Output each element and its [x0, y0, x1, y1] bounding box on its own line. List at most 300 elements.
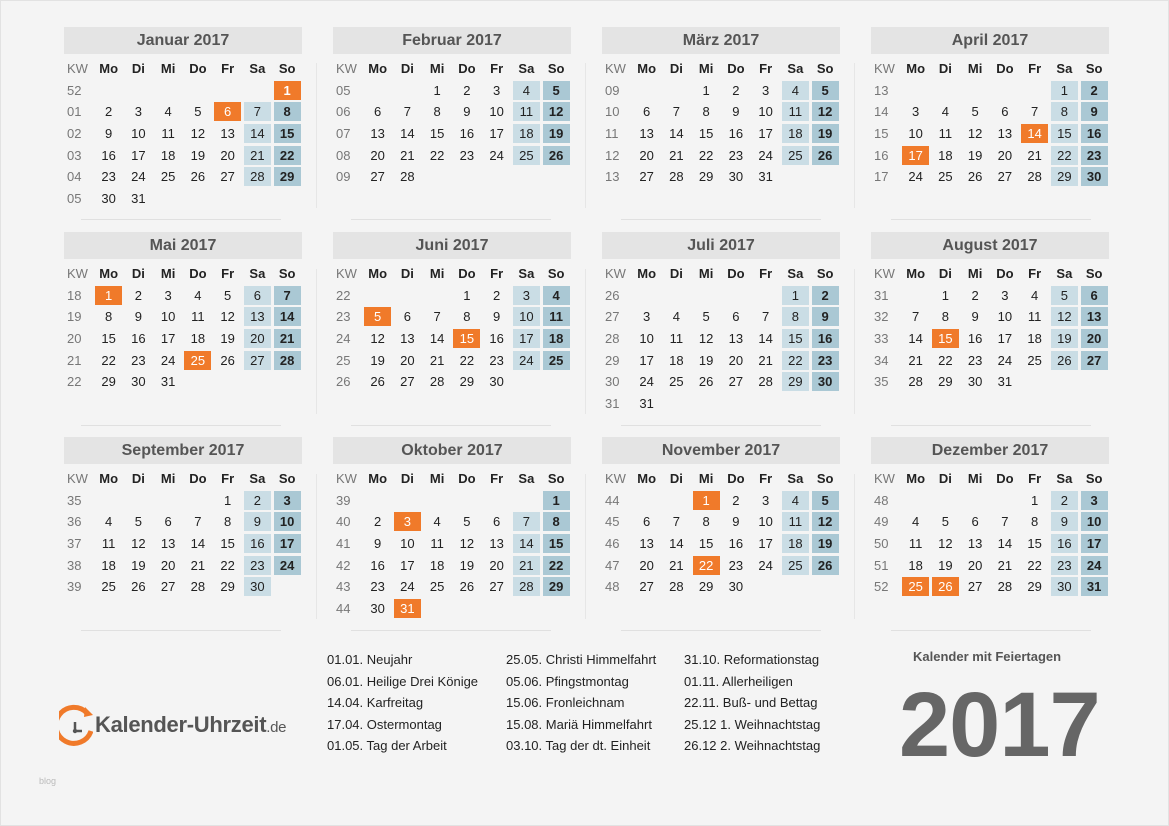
divider [621, 630, 821, 631]
day-cell [931, 80, 961, 102]
day-cell [662, 285, 692, 307]
day-number: 19 [543, 124, 570, 143]
day-cell [512, 371, 542, 393]
day-number: 8 [543, 512, 570, 531]
week-number-header: KW [605, 61, 626, 77]
day-cell [721, 80, 751, 102]
week-row [333, 285, 571, 307]
day-number: 6 [643, 104, 651, 120]
day-cell [781, 144, 811, 166]
day-cell [960, 80, 990, 102]
month-block [64, 437, 302, 598]
week-number-header: KW [336, 61, 357, 77]
day-cell [1079, 349, 1109, 371]
weekday-header: So [1085, 61, 1103, 77]
day-cell [751, 371, 781, 393]
day-cell [243, 511, 273, 533]
day-cell [1050, 349, 1080, 371]
day-number: 23 [1051, 556, 1078, 575]
weekday-header: Di [669, 266, 683, 282]
day-number: 12 [190, 126, 206, 142]
day-number: 5 [543, 81, 570, 100]
day-number: 6 [493, 514, 501, 530]
day-number: 18 [782, 534, 809, 553]
day-cell [393, 349, 423, 371]
day-cell [393, 306, 423, 328]
day-number: 24 [1081, 556, 1108, 575]
day-number: 9 [374, 536, 382, 552]
week-number-header: KW [336, 471, 357, 487]
week-number: 37 [67, 536, 82, 552]
day-cell [422, 490, 452, 512]
day-number: 16 [1081, 124, 1108, 143]
day-number: 25 [902, 577, 929, 596]
divider [585, 269, 586, 414]
month-title: August 2017 [871, 232, 1109, 259]
day-number: 29 [459, 374, 475, 390]
day-cell [901, 349, 931, 371]
day-cell [781, 285, 811, 307]
day-cell [153, 511, 183, 533]
week-row [64, 188, 302, 210]
day-cell [422, 598, 452, 620]
day-cell [1079, 101, 1109, 123]
day-cell [94, 576, 124, 598]
week-number-header: KW [874, 266, 895, 282]
week-row [871, 285, 1109, 307]
day-number: 21 [513, 556, 540, 575]
day-cell [183, 188, 213, 210]
day-cell [632, 80, 662, 102]
day-cell [512, 80, 542, 102]
day-cell [512, 166, 542, 188]
day-number: 20 [639, 557, 654, 573]
day-number: 24 [489, 147, 504, 163]
weekday-header: Do [189, 61, 207, 77]
week-number: 43 [336, 579, 351, 595]
week-row [871, 328, 1109, 350]
day-number: 26 [220, 352, 235, 368]
day-number: 13 [639, 126, 654, 142]
day-cell [781, 306, 811, 328]
day-number: 30 [728, 579, 744, 595]
month-grid [602, 58, 840, 188]
day-number: 3 [134, 104, 142, 120]
week-number: 11 [605, 126, 619, 142]
day-number: 27 [1081, 351, 1108, 370]
day-cell [662, 306, 692, 328]
day-cell [990, 511, 1020, 533]
day-cell [512, 306, 542, 328]
day-cell [1020, 144, 1050, 166]
weekday-header: Fr [490, 61, 504, 77]
week-row [64, 80, 302, 102]
day-cell [541, 166, 571, 188]
day-cell [1079, 554, 1109, 576]
day-cell [482, 349, 512, 371]
day-cell [901, 306, 931, 328]
holiday-entry: 17.04. Ostermontag [327, 716, 442, 732]
day-number: 9 [493, 309, 501, 325]
week-number: 25 [336, 352, 351, 368]
day-cell [272, 328, 302, 350]
divider [351, 219, 551, 220]
month-grid [871, 58, 1109, 188]
month-block [602, 437, 840, 598]
day-cell [183, 511, 213, 533]
week-row [64, 123, 302, 145]
week-number-header: KW [605, 471, 626, 487]
day-cell [1050, 371, 1080, 393]
weekday-header: Mo [99, 266, 119, 282]
day-cell [272, 123, 302, 145]
day-number: 10 [131, 126, 146, 142]
holiday-entry: 22.11. Buß- und Bettag [684, 695, 818, 710]
day-cell [1079, 285, 1109, 307]
day-cell [153, 349, 183, 371]
day-number: 5 [702, 309, 710, 325]
week-number-header: KW [605, 266, 626, 282]
day-number: 26 [459, 579, 475, 595]
day-cell [393, 328, 423, 350]
day-number: 14 [429, 331, 445, 347]
weekday-header: Mo [368, 266, 388, 282]
day-number: 2 [971, 287, 979, 303]
day-number: 24 [908, 169, 923, 185]
weekday-header: Do [189, 266, 207, 282]
day-cell [243, 328, 273, 350]
day-cell [482, 80, 512, 102]
weekday-header: Fr [759, 266, 773, 282]
day-cell [721, 371, 751, 393]
day-cell [931, 576, 961, 598]
day-cell [691, 554, 721, 576]
day-cell [482, 576, 512, 598]
day-number: 31 [758, 169, 773, 185]
day-cell [810, 166, 840, 188]
day-cell [363, 349, 393, 371]
day-cell [512, 490, 542, 512]
day-cell [272, 576, 302, 598]
day-number: 16 [1051, 534, 1078, 553]
day-number: 22 [693, 556, 720, 575]
week-row [602, 101, 840, 123]
day-cell [1050, 554, 1080, 576]
weekday-header: Di [131, 61, 145, 77]
day-number: 11 [430, 536, 444, 552]
holiday-entry: 15.08. Mariä Himmelfahrt [506, 716, 652, 732]
day-number: 13 [160, 536, 176, 552]
day-number: 9 [812, 307, 839, 326]
day-cell [721, 101, 751, 123]
weekday-header-row [333, 58, 571, 80]
day-number: 18 [669, 352, 684, 368]
day-number: 23 [967, 352, 983, 368]
day-cell [662, 144, 692, 166]
weekday-header: So [816, 266, 834, 282]
day-number: 4 [543, 286, 570, 305]
day-cell [781, 554, 811, 576]
day-number: 10 [758, 514, 773, 530]
day-cell [363, 306, 393, 328]
day-cell [960, 554, 990, 576]
day-number: 25 [1027, 352, 1042, 368]
day-cell [1020, 371, 1050, 393]
day-number: 15 [932, 329, 959, 348]
week-row [602, 349, 840, 371]
day-number: 18 [101, 557, 116, 573]
day-number: 21 [429, 352, 445, 368]
day-number: 3 [1081, 491, 1108, 510]
month-title: Mai 2017 [64, 232, 302, 259]
month-block [871, 232, 1109, 393]
week-row [871, 123, 1109, 145]
day-cell [691, 328, 721, 350]
day-cell [781, 123, 811, 145]
day-cell [1020, 80, 1050, 102]
week-number: 09 [336, 169, 351, 185]
week-row [333, 80, 571, 102]
day-cell [243, 349, 273, 371]
day-number: 19 [190, 147, 206, 163]
day-cell [810, 285, 840, 307]
day-cell [124, 101, 154, 123]
day-cell [1079, 533, 1109, 555]
day-cell [691, 101, 721, 123]
day-number: 25 [669, 374, 684, 390]
day-number: 13 [370, 126, 385, 142]
day-number: 9 [463, 104, 471, 120]
weekday-header: So [547, 471, 565, 487]
week-row [333, 533, 571, 555]
day-number: 25 [513, 146, 540, 165]
day-cell [960, 144, 990, 166]
day-number: 2 [732, 82, 740, 98]
day-cell [422, 533, 452, 555]
day-cell [153, 166, 183, 188]
day-cell [691, 144, 721, 166]
day-cell [243, 188, 273, 210]
day-number: 7 [762, 309, 770, 325]
day-number: 16 [370, 557, 385, 573]
day-number: 1 [274, 81, 301, 100]
week-row [602, 123, 840, 145]
week-number: 30 [605, 374, 620, 390]
day-cell [153, 554, 183, 576]
divider [81, 630, 281, 631]
day-number: 6 [214, 102, 241, 121]
day-cell [512, 144, 542, 166]
day-cell [721, 490, 751, 512]
clock-logo-icon [59, 701, 93, 749]
day-cell [243, 285, 273, 307]
day-cell [213, 80, 243, 102]
day-cell [1079, 576, 1109, 598]
day-number: 1 [95, 286, 122, 305]
day-number: 14 [400, 126, 415, 142]
day-cell [94, 144, 124, 166]
day-cell [691, 349, 721, 371]
day-cell [482, 554, 512, 576]
weekday-header: Mo [906, 266, 926, 282]
day-cell [632, 371, 662, 393]
day-number: 30 [131, 374, 146, 390]
weekday-header: So [278, 266, 296, 282]
day-number: 12 [812, 102, 839, 121]
day-cell [363, 490, 393, 512]
day-cell [94, 371, 124, 393]
day-cell [990, 123, 1020, 145]
day-number: 10 [489, 104, 504, 120]
week-number: 45 [605, 514, 620, 530]
month-title: November 2017 [602, 437, 840, 464]
week-number: 39 [336, 492, 351, 508]
day-number: 18 [513, 124, 540, 143]
day-number: 6 [971, 514, 979, 530]
month-grid [602, 468, 840, 598]
month-block [602, 27, 840, 188]
day-number: 19 [967, 147, 983, 163]
day-cell [393, 101, 423, 123]
day-number: 16 [131, 331, 146, 347]
week-number: 50 [874, 536, 889, 552]
day-cell [960, 349, 990, 371]
day-number: 17 [902, 146, 929, 165]
day-cell [931, 166, 961, 188]
day-cell [94, 101, 124, 123]
day-cell [94, 554, 124, 576]
weekday-header: Mo [99, 61, 119, 77]
week-number: 26 [336, 374, 351, 390]
day-cell [810, 393, 840, 415]
day-cell [213, 285, 243, 307]
day-number: 7 [433, 309, 441, 325]
day-number: 11 [1027, 309, 1042, 325]
day-cell [363, 144, 393, 166]
day-number: 28 [669, 169, 684, 185]
day-cell [393, 554, 423, 576]
week-row [871, 576, 1109, 598]
day-cell [662, 166, 692, 188]
day-number: 28 [908, 374, 923, 390]
weekday-header: Fr [221, 266, 235, 282]
divider [316, 269, 317, 414]
weekday-header: Fr [759, 61, 773, 77]
day-cell [751, 123, 781, 145]
day-number: 12 [220, 309, 235, 325]
day-cell [990, 554, 1020, 576]
divider [854, 474, 855, 619]
day-number: 21 [1027, 147, 1042, 163]
day-cell [691, 533, 721, 555]
day-cell [213, 328, 243, 350]
day-cell [810, 554, 840, 576]
divider [891, 425, 1091, 426]
day-cell [94, 306, 124, 328]
weekday-header: Mi [429, 266, 445, 282]
day-cell [363, 511, 393, 533]
day-cell [153, 144, 183, 166]
day-cell [183, 490, 213, 512]
week-number: 48 [605, 579, 620, 595]
month-title: Juli 2017 [602, 232, 840, 259]
day-cell [781, 166, 811, 188]
week-row [602, 490, 840, 512]
weekday-header: Sa [518, 266, 535, 282]
day-number: 22 [698, 147, 714, 163]
week-row [64, 328, 302, 350]
day-number: 18 [1027, 331, 1042, 347]
day-number: 17 [639, 352, 654, 368]
day-cell [482, 490, 512, 512]
day-cell [541, 101, 571, 123]
day-cell [541, 349, 571, 371]
day-cell [1079, 80, 1109, 102]
day-cell [213, 188, 243, 210]
day-number: 7 [403, 104, 411, 120]
week-number: 24 [336, 331, 351, 347]
day-cell [931, 490, 961, 512]
day-number: 2 [134, 287, 142, 303]
divider [316, 63, 317, 208]
month-grid [64, 468, 302, 598]
day-number: 5 [463, 514, 471, 530]
holiday-column [327, 649, 478, 757]
day-cell [393, 533, 423, 555]
week-number: 32 [874, 309, 889, 325]
day-cell [482, 533, 512, 555]
day-number: 10 [758, 104, 773, 120]
day-cell [960, 371, 990, 393]
weekday-header: Di [669, 61, 683, 77]
day-cell [393, 598, 423, 620]
day-cell [810, 306, 840, 328]
day-cell [541, 328, 571, 350]
weekday-header: Fr [1028, 266, 1042, 282]
month-block [333, 232, 571, 393]
day-number: 14 [513, 534, 540, 553]
day-number: 25 [938, 169, 953, 185]
day-cell [393, 511, 423, 533]
day-number: 28 [997, 579, 1013, 595]
day-cell [751, 576, 781, 598]
weekday-header-row [602, 468, 840, 490]
day-cell [363, 80, 393, 102]
day-number: 27 [370, 169, 385, 185]
day-cell [721, 349, 751, 371]
day-cell [272, 166, 302, 188]
week-row [64, 101, 302, 123]
day-number: 27 [997, 169, 1013, 185]
week-number: 44 [605, 492, 620, 508]
weekday-header-row [64, 263, 302, 285]
day-number: 15 [1051, 124, 1078, 143]
holiday-entry: 14.04. Karfreitag [327, 695, 424, 710]
weekday-header: Sa [1056, 266, 1073, 282]
day-number: 28 [244, 167, 271, 186]
day-number: 14 [669, 536, 684, 552]
day-number: 6 [164, 514, 172, 530]
day-number: 21 [400, 147, 415, 163]
day-number: 1 [543, 491, 570, 510]
day-number: 6 [403, 309, 411, 325]
week-row [333, 490, 571, 512]
week-number: 16 [874, 147, 889, 163]
day-number: 15 [220, 536, 235, 552]
week-row [333, 511, 571, 533]
day-cell [124, 349, 154, 371]
year-heading: 2017 [899, 674, 1100, 776]
